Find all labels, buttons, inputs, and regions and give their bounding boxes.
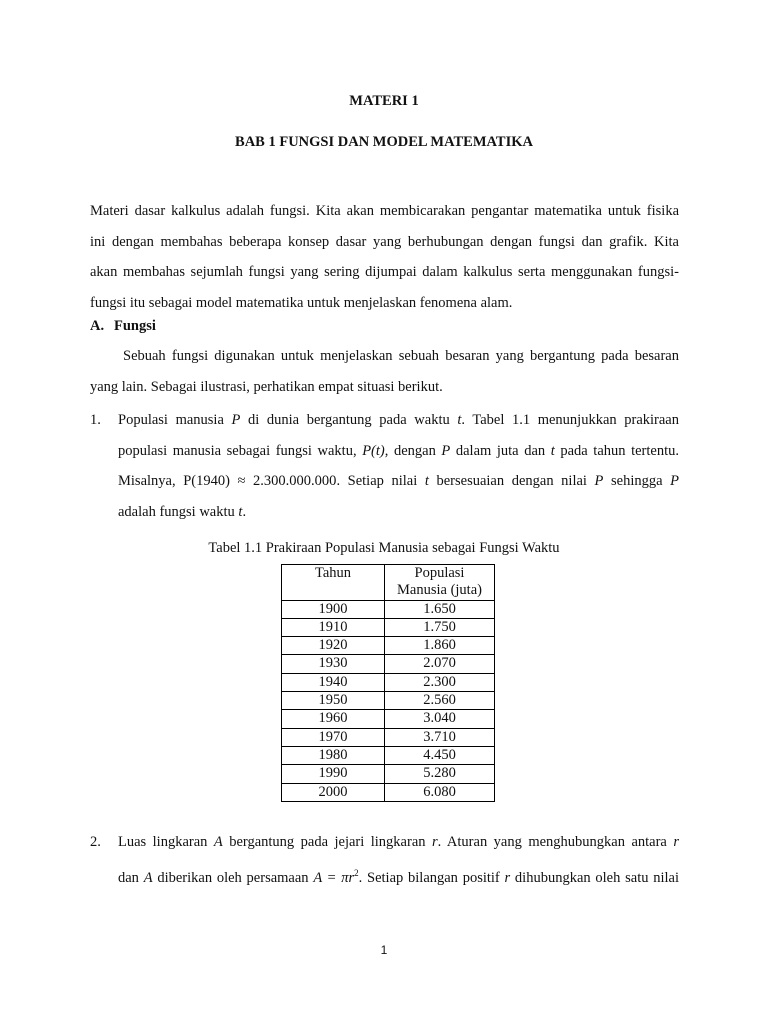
list-item-body: [118, 405, 679, 527]
intro-line: ini dengan membahas beberapa konsep dasar yang berhubungan dengan fungsi dan grafik. Kita: [90, 233, 679, 250]
section-heading: [90, 318, 156, 335]
cell-population: 2.560: [385, 692, 495, 710]
item-line: adalah fungsi waktu t.: [118, 503, 247, 520]
table-row: [282, 618, 495, 636]
section-number: A.: [90, 318, 105, 334]
cell-year: 1900: [282, 600, 385, 618]
cell-year: 1970: [282, 728, 385, 746]
cell-population: 3.710: [385, 728, 495, 746]
table-row: [282, 692, 495, 710]
population-table: [281, 564, 495, 802]
intro-paragraph: [90, 196, 679, 318]
cell-population: 1.860: [385, 637, 495, 655]
document-title: MATERI 1: [349, 93, 419, 109]
cell-year: 2000: [282, 783, 385, 801]
math-expression: P(1940) ≈ 2.300.000.000: [183, 473, 337, 489]
intro-line: Materi dasar kalkulus adalah fungsi. Kita akan membicarakan pengantar matematika untuk fisika: [90, 203, 679, 219]
chapter-title: BAB 1 FUNGSI DAN MODEL MATEMATIKA: [235, 134, 533, 150]
table-row: [282, 600, 495, 618]
table-row: [282, 637, 495, 655]
item-line: dan A diberikan oleh persamaan $A = \pi r^2$. Setiap bilangan positif r dihubungkan oleh satu nilai: [118, 867, 680, 886]
intro-line: fungsi itu sebagai model matematika untuk menjelaskan fenomena alam.: [90, 294, 513, 311]
table-body: [282, 600, 495, 801]
list-item: [90, 405, 679, 527]
table-row: [282, 746, 495, 764]
table-row: [282, 765, 495, 783]
cell-population: 1.750: [385, 618, 495, 636]
intro-line: akan membahas sejumlah fungsi yang sering dijumpai dalam kalkulus serta menggunakan fungsi-: [90, 264, 679, 280]
list-item-body: [118, 827, 679, 893]
section-title: Fungsi: [114, 318, 156, 334]
item-line: Populasi manusia P di dunia bergantung pada waktu t. Tabel 1.1 menunjukkan prakiraan: [118, 412, 679, 428]
table-row: [282, 673, 495, 691]
cell-year: 1980: [282, 746, 385, 764]
item-line: populasi manusia sebagai fungsi waktu, P(t), dengan P dalam juta dan t pada tahun tertentu.: [118, 442, 680, 459]
math-expression: A = πr: [313, 869, 355, 886]
item-line: Misalnya, P(1940) ≈ 2.300.000.000. Setiap nilai t bersesuaian dengan nilai P sehingga P: [118, 473, 679, 489]
cell-population: 6.080: [385, 783, 495, 801]
list-item-number: 2.: [90, 834, 101, 850]
header-population: Populasi Manusia (juta): [385, 565, 495, 601]
cell-year: 1910: [282, 618, 385, 636]
header-year: Tahun: [282, 565, 385, 601]
cell-population: 4.450: [385, 746, 495, 764]
page-number: 1: [380, 943, 388, 957]
section-line: yang lain. Sebagai ilustrasi, perhatikan empat situasi berikut.: [90, 378, 443, 395]
cell-year: 1930: [282, 655, 385, 673]
cell-year: 1960: [282, 710, 385, 728]
section-line: Sebuah fungsi digunakan untuk menjelaskan sebuah besaran yang bergantung pada besaran: [123, 348, 679, 364]
cell-year: 1990: [282, 765, 385, 783]
math-expression: P(t): [362, 442, 385, 459]
table-row: [282, 655, 495, 673]
cell-population: 5.280: [385, 765, 495, 783]
cell-year: 1940: [282, 673, 385, 691]
cell-population: 3.040: [385, 710, 495, 728]
table-header-row: [282, 565, 495, 601]
list-item: [90, 827, 679, 893]
section-paragraph: [90, 341, 679, 402]
cell-year: 1920: [282, 637, 385, 655]
list-item-number: 1.: [90, 412, 101, 428]
item-line: Luas lingkaran A bergantung pada jejari lingkaran r. Aturan yang menghubungkan antara r: [118, 834, 679, 850]
cell-year: 1950: [282, 692, 385, 710]
cell-population: 2.300: [385, 673, 495, 691]
table-caption: Tabel 1.1 Prakiraan Populasi Manusia sebagai Fungsi Waktu: [208, 540, 560, 556]
table-row: [282, 728, 495, 746]
cell-population: 2.070: [385, 655, 495, 673]
table-row: [282, 710, 495, 728]
table-row: [282, 783, 495, 801]
cell-population: 1.650: [385, 600, 495, 618]
